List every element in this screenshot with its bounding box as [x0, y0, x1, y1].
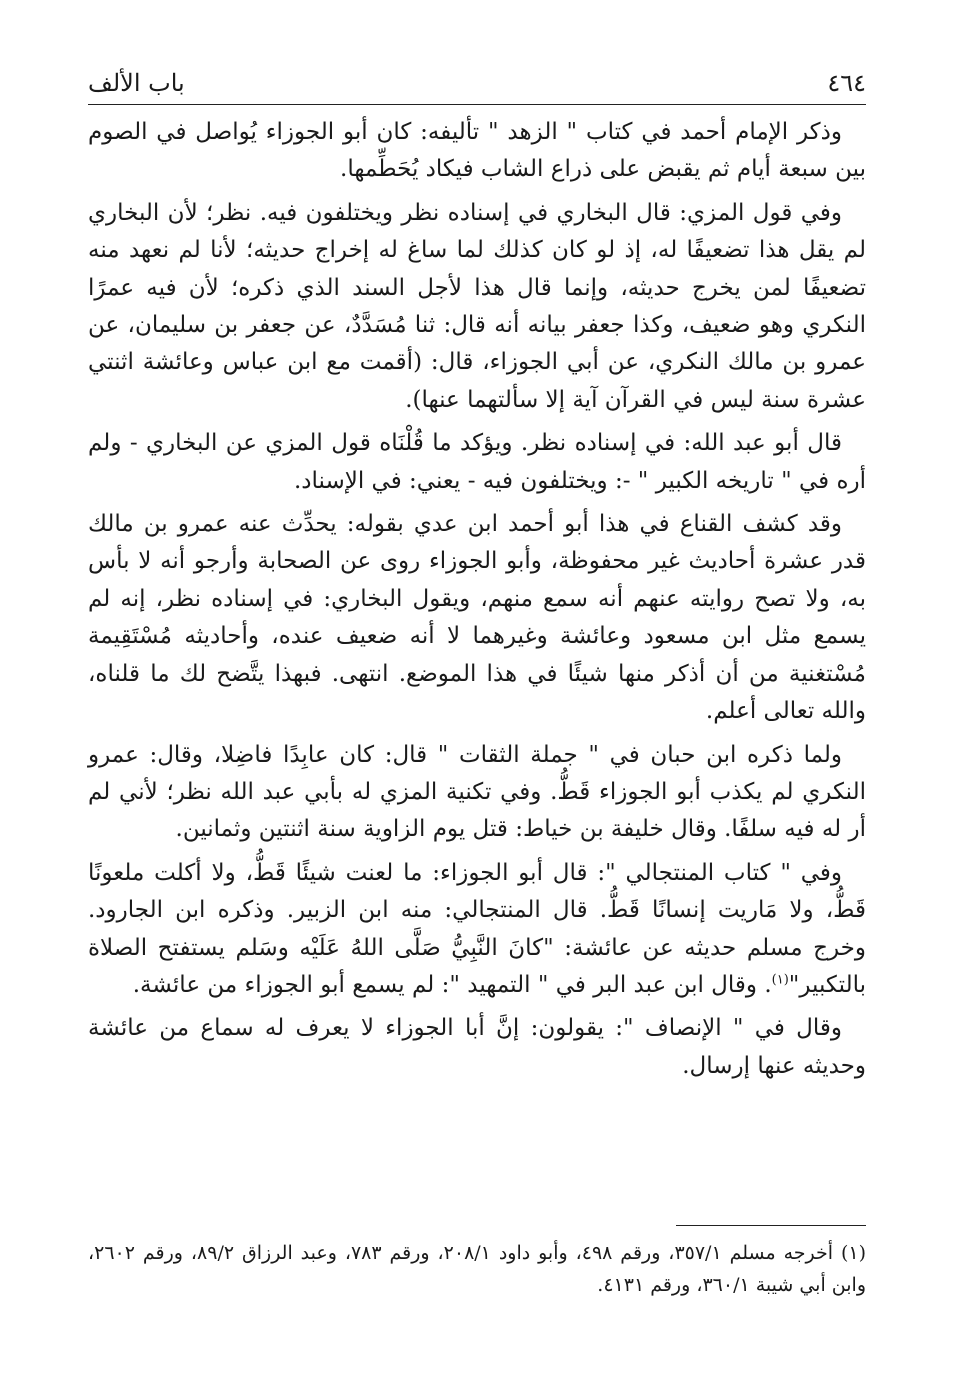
- paragraph-2: وفي قول المزي: قال البخاري في إسناده نظر ويختلفون فيه. نظر؛ لأن البخاري لم يقل هذا تضعيفًا له، إذ لو كان كذلك لما ساغ له إخراج حديثه؛ لأنا لم نعهد منه تضعيفًا لمن يخرج حديثه، وإنما قال هذا لأجل السند الذي ذكره؛ لأن فيه عمرًا النكري وهو ضعيف، وكذا جعفر بيانه أنه قال: ثنا مُسَدَّدٌ، عن جعفر بن سليمان، عن عمرو بن مالك النكري، عن أبي الجوزاء، قال: (أقمت مع ابن عباس وعائشة اثنتي عشرة سنة ليس في القرآن آية إلا سألتهما عنها).: [88, 199, 866, 413]
- chapter-title: باب الألف: [88, 69, 185, 97]
- paragraph-3: قال أبو عبد الله: في إسناده نظر. ويؤكد ما قُلْنَاه قول المزي عن البخاري - ولم أره في " تاريخه الكبير " -: ويختلفون فيه - يعني: في الإسناد.: [88, 430, 866, 494]
- paragraph-6-text-before: وفي " كتاب المنتجالي ": قال أبو الجوزاء: ما لعنت شيئًا قَطُّ، ولا أكلت ملعونًا قَطُّ، ولا مَاريت إنسانًا قَطُّ. قال المنتجالي: منه ابن الزبير. وذكره ابن الجارود. وخرج مسلم حديثه عن عائشة: "كانَ النَّبِيُّ صَلَّى اللهُ عَلَيْه وسَلم يستفتح الصلاة بالتكبير": [88, 859, 866, 998]
- paragraph-6: [88, 855, 866, 1005]
- footnotes: [88, 1237, 866, 1301]
- footnote-rule: [676, 1225, 866, 1226]
- footnote-reference: (١): [771, 972, 789, 988]
- book-page: [88, 0, 866, 1378]
- paragraph-7: وقال في " الإنصاف ": يقولون: إنَّ أبا الجوزاء لا يعرف له سماع من عائشة وحديثه عنها إرسال.: [88, 1015, 866, 1079]
- header-rule: [88, 104, 866, 105]
- page-number: ٤٦٤: [827, 69, 866, 97]
- paragraph-5: ولما ذكره ابن حبان في " جملة الثقات " قال: كان عابِدًا فاضِلا، وقال: عمرو النكري لم يكذب أبو الجوزاء قَطُّ. وفي تكنية المزي له بأبي عبد الله نظر؛ لأني لم أر له فيه سلفًا. وقال خليفة بن خياط: قتل يوم الزاوية سنة اثنتين وثمانين.: [88, 741, 866, 843]
- paragraph-4: وقد كشف القناع في هذا أبو أحمد ابن عدي بقوله: يحدِّث عنه عمرو بن مالك قدر عشرة أحاديث غير محفوظة، وأبو الجوزاء روى عن الصحابة وأرجو أنه لا بأس به، ولا تصح روايته عنهم أنه سمع منهم، ويقول البخاري: في إسناده نظر، إنه لم يسمع مثل ابن مسعود وعائشة وغيرهما لا أنه ضعيف عنده، وأحاديثه مُسْتَقِيمة مُسْتغنية من أن أذكر منها شيئًا في هذا الموضع. انتهى. فبهذا يتَّضح لك ما قلناه، والله تعالى أعلم.: [88, 511, 866, 725]
- paragraph-6-text-after: . وقال ابن عبد البر في " التمهيد ": لم يسمع أبو الجوزاء من عائشة.: [132, 971, 772, 998]
- footnote-1: (١) أخرجه مسلم ٣٥٧/١، ورقم ٤٩٨، وأبو داود ٢٠٨/١، ورقم ٧٨٣، وعبد الرزاق ٨٩/٢، ورقم ٢٦٠٢، وابن أبي شيبة ٣٦٠/١، ورقم ٤١٣١.: [88, 1242, 867, 1296]
- paragraph-1: وذكر الإمام أحمد في كتاب " الزهد " تأليفه: كان أبو الجوزاء يُواصل في الصوم بين سبعة أيام ثم يقبض على ذراع الشاب فيكاد يُحَطِّمها.: [88, 119, 866, 183]
- page-header: [88, 62, 866, 98]
- main-text: [88, 114, 866, 1091]
